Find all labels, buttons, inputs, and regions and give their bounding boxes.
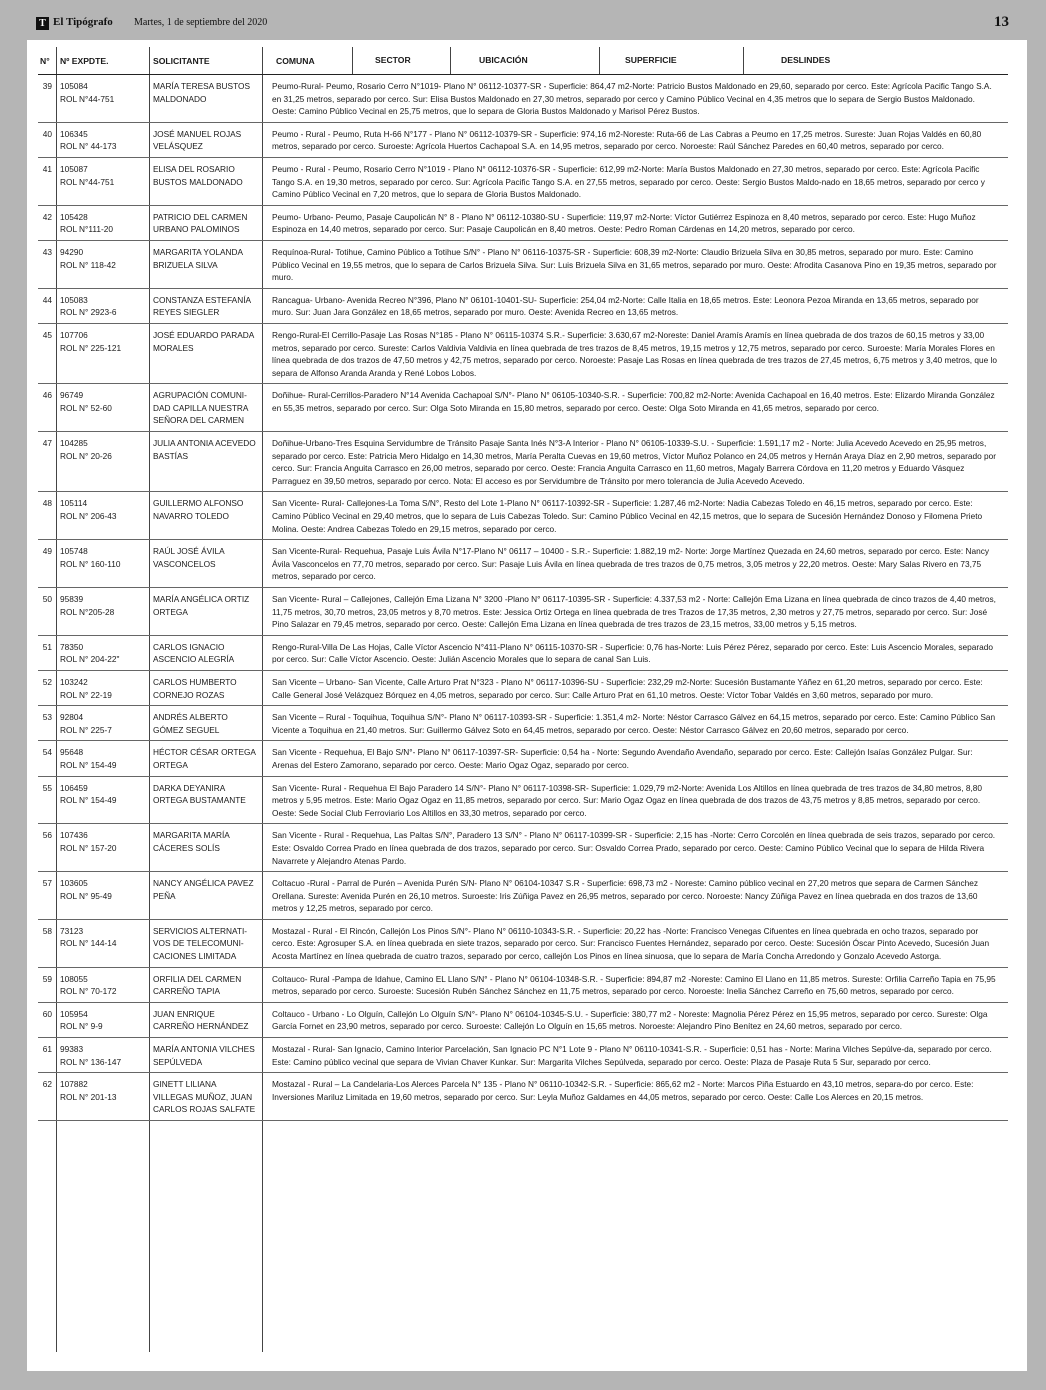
applicant-name: NANCY ANGÉLICA PAVEZ PEÑA xyxy=(149,872,262,920)
property-description: San Vicente - Requehua, El Bajo S/N°- Plano N° 06117-10397-SR- Superficie: 0,54 ha - Norte: Segundo Avendaño Avendaño, separado por cerco. Este: Callejón Isaías González Pulgar. Sur: Arenas del Estero Zamorano, separado por cerco. Oeste: Mario Ogaz Ogaz, separado por cerco. xyxy=(262,741,1008,776)
applicant-name: ORFILIA DEL CARMEN CARREÑO TAPIA xyxy=(149,967,262,1002)
row-number: 48 xyxy=(38,492,56,540)
table-row xyxy=(38,1038,1008,1073)
expediente-number: 99383 xyxy=(60,1044,84,1055)
expediente-cell xyxy=(56,741,149,776)
rol-number: ROL N° 144-14 xyxy=(60,938,117,949)
rol-number: ROL N° 118-42 xyxy=(60,259,116,270)
row-number: 45 xyxy=(38,323,56,383)
row-number: 39 xyxy=(38,75,56,123)
applicant-name: DARKA DEYANIRA ORTEGA BUSTAMANTE xyxy=(149,776,262,824)
rol-number: ROL N° 225-7 xyxy=(60,724,112,735)
table-frame xyxy=(38,47,1008,1352)
expediente-number: 95648 xyxy=(60,747,84,758)
expediente-cell xyxy=(56,492,149,540)
expediente-cell xyxy=(56,75,149,123)
property-description: Rengo-Rural-El Cerrillo-Pasaje Las Rosas N°185 - Plano N° 06115-10374 S.R.- Superficie: 3.630,67 m2-Noreste: Daniel Aramís Aramís en línea quebrada de dos trazos de 60,15 metros y 33,00 metros, separado por cerco. Sureste: Carlos Valdivia Valdivia en línea quebrada de tres trazos de 8,45 metros, 19,15 metros y 12,75 metros, separado por cerco. Suroeste: María Morales Flores en línea quebrada de dos trazos de 47,50 metros y 42,75 metros, separado por cerco. Noroeste: Pasaje Las Rosas en línea quebrada de tres trazos de 27,45 metros, 6,75 metros y 3,40 metros, que lo separa de Alfonso Aranda Aranda y René Lobos Lobos. xyxy=(262,323,1008,383)
applicant-name: PATRICIO DEL CARMEN URBANO PALOMINOS xyxy=(149,205,262,240)
header-solicitante: SOLICITANTE xyxy=(149,47,262,75)
rol-number: ROL N°44-751 xyxy=(60,93,115,104)
property-description: Mostazal - Rural - El Rincón, Callejón Los Pinos S/N°- Plano N° 06110-10343-S.R. - Superficie: 20,22 has -Norte: Francisco Venegas Cifuentes en línea quebrada en ocho trazos, separado por cerco. Este: Agrosuper S.A. en línea quebrada en siete trazos, separado por cerco. Sur: Francisco Fuentes Hernández, separado por cerco. Oeste: Sucesión Óscar Pinto Acevedo, Sucesión Juan Acosta Martínez en línea quebrada de cuatro trazos, separado por cerco, callejón Los Pinos en línea sinuosa, que lo separa de María Concha Arredondo y Gonzalo Acevedo Astorga. xyxy=(262,919,1008,967)
expediente-cell xyxy=(56,776,149,824)
expediente-number: 96749 xyxy=(60,390,84,401)
row-number: 61 xyxy=(38,1038,56,1073)
expediente-number: 108055 xyxy=(60,973,88,984)
rol-number: ROL N° 9-9 xyxy=(60,1021,103,1032)
row-number: 56 xyxy=(38,824,56,872)
table-row xyxy=(38,205,1008,240)
rol-number: ROL N° 2923-6 xyxy=(60,307,117,318)
expediente-number: 103605 xyxy=(60,878,88,889)
header-detail-group xyxy=(262,47,1008,75)
expediente-number: 107436 xyxy=(60,830,88,841)
header-superficie: SUPERFICIE xyxy=(599,47,743,74)
page-sheet xyxy=(27,40,1027,1371)
applicant-name: RAÚL JOSÉ ÁVILA VASCONCELOS xyxy=(149,540,262,588)
expediente-number: 105083 xyxy=(60,294,88,305)
property-description: Mostazal - Rural- San Ignacio, Camino Interior Parcelación, San Ignacio PC N°1 Lote 9 - Plano N° 06110-10341-S.R. - Superficie: 0,51 has - Norte: Marina Vilches Sepúlve-da, separado por cerco. Este: Camino público vecinal que separa de Vivian Chaver Kunkar. Sur: Margarita Vilches Sepúlveda, separado por cerco. Oeste: Plaza de Pasaje Ruta 5 Sur, separado por cerco. xyxy=(262,1038,1008,1073)
table-row xyxy=(38,872,1008,920)
row-number: 51 xyxy=(38,635,56,670)
applicant-name: ELISA DEL ROSARIO BUSTOS MALDONADO xyxy=(149,157,262,205)
expediente-cell xyxy=(56,122,149,157)
header-deslindes: DESLINDES xyxy=(743,47,830,74)
expediente-number: 107882 xyxy=(60,1079,88,1090)
table-row xyxy=(38,540,1008,588)
page-number: 13 xyxy=(994,14,1009,30)
property-description: Peumo-Rural- Peumo, Rosario Cerro N°1019- Plano N° 06112-10377-SR - Superficie: 864,47 m2-Norte: Patricio Bustos Maldonado en 29,60, separado por cerco. Este: Agrícola Pacific Tango S.A. en 31,25 metros, separado por cerco. Sur: Elisa Bustos Maldonado en 27,30 metros, separado por cerco y Camino Público Vecinal en 4,35 metros que lo separa de Sergio Bustos Maldonado. Oeste: Camino Público Vecinal en 25,75 metros, que lo separa de Gloria Bustos Maldonado y Marisol Pérez Bustos. xyxy=(262,75,1008,123)
expediente-cell xyxy=(56,1073,149,1121)
expediente-cell xyxy=(56,1038,149,1073)
row-number: 49 xyxy=(38,540,56,588)
issue-date: Martes, 1 de septiembre del 2020 xyxy=(134,17,268,28)
table-header-row xyxy=(38,47,1008,75)
applicant-name: CONSTANZA ESTEFANÍA REYES SIEGLER xyxy=(149,288,262,323)
expediente-cell xyxy=(56,157,149,205)
row-number: 59 xyxy=(38,967,56,1002)
table-row xyxy=(38,157,1008,205)
newspaper-name: El Tipógrafo xyxy=(53,16,113,28)
row-number: 54 xyxy=(38,741,56,776)
rol-number: ROL N°205-28 xyxy=(60,606,115,617)
header-sector: SECTOR xyxy=(352,47,450,74)
rol-number: ROL N° 157-20 xyxy=(60,842,117,853)
rol-number: ROL N° 44-173 xyxy=(60,141,117,152)
applicant-name: MARÍA TERESA BUSTOS MALDONADO xyxy=(149,75,262,123)
rol-number: ROL N° 154-49 xyxy=(60,759,117,770)
property-description: Requínoa-Rural- Totihue, Camino Público a Totihue S/N° - Plano N° 06116-10375-SR - Superficie: 608,39 m2-Norte: Claudio Brizuela Silva en 30,85 metros, separado por muro. Este: Camino Público Vecinal en 19,55 metros, que lo separa de Carlos Brizuela Silva. Sur: Luis Brizuela Silva en 31,65 metros, separado por muro. Oeste: Afrodita Casanova Pino en 19,35 metros, separado por muro. xyxy=(262,240,1008,288)
expediente-cell xyxy=(56,540,149,588)
rol-number: ROL N° 20-26 xyxy=(60,450,112,461)
expediente-number: 105084 xyxy=(60,81,88,91)
newspaper-logo-icon: T xyxy=(36,17,49,30)
expediente-cell xyxy=(56,635,149,670)
rol-number: ROL N° 225-121 xyxy=(60,342,122,353)
applicant-name: GINETT LILIANA VILLEGAS MUÑOZ, JUAN CARLOS ROJAS SALFATE xyxy=(149,1073,262,1121)
row-number: 58 xyxy=(38,919,56,967)
rol-number: ROL N° 154-49 xyxy=(60,795,117,806)
row-number: 44 xyxy=(38,288,56,323)
property-description: Doñihue- Rural-Cerrillos-Paradero N°14 Avenida Cachapoal S/N°- Plano N° 06105-10340-S.R. - Superficie: 700,82 m2-Norte: Avenida Cachapoal en 16,40 metros. Este: Elizardo Miranda González en 55,35 metros, separado por cerco. Sur: Olga Soto Miranda en 15,80 metros, separado por cerco. Oeste: Olga Soto Miranda en 41,65 metros, separado por cerco. xyxy=(262,384,1008,432)
property-description: San Vicente - Rural - Requehua, Las Paltas S/N°, Paradero 13 S/N° - Plano N° 06117-10399-SR - Superficie: 2,15 has -Norte: Cerro Corcolén en línea quebrada de seis trazos, separado por cerco. Este: Osvaldo Correa Prado en línea quebrada de dos trazos, separado por cerco. Sur: Osvaldo Correa Prado, separado por cerco. Oeste: Camino Público Vecinal que lo separa de Hilda Rivera Navarrete y Alejandro Atenas Pardo. xyxy=(262,824,1008,872)
table-row xyxy=(38,824,1008,872)
rol-number: ROL N° 204-22" xyxy=(60,654,120,665)
expediente-number: 104285 xyxy=(60,438,88,449)
property-description: San Vicente- Rural- Callejones-La Toma S/N°, Resto del Lote 1-Plano N° 06117-10392-SR - Superficie: 1.287,46 m2-Norte: Nadia Cabezas Toledo en 46,15 metros, separado por cerco. Este: Camino Público Vecinal en 29,40 metros, que lo separa de Luis Cabezas Toledo. Sur: Camino Público Vecinal en 42,15 metros, que lo separa de Sucesión Hernández Donoso y Filomena Prieto Molina. Oeste: Andrea Cabezas Toledo en 29,15 metros, separado por cerco. xyxy=(262,492,1008,540)
property-description: Coltacuo -Rural - Parral de Purén – Avenida Purén S/N- Plano N° 06104-10347 S.R - Superficie: 698,73 m2 - Noreste: Camino público vecinal en 27,20 metros que separa de Carmen Sánchez Orellana. Sureste: Avenida Purén en 26,10 metros. Suroeste: Iris Zúñiga Pavez en 26,95 metros, separado por cerco. Noroeste: Nancy Zúñiga Pavez en línea quebrada en dos trazos de 13,60 metros y 12,25 metros, separado por cerco. xyxy=(262,872,1008,920)
property-description: San Vicente- Rural – Callejones, Callejón Ema Lizana N° 3200 -Plano N° 06117-10395-SR - Superficie: 4.337,53 m2 - Norte: Callejón Ema Lizana en línea quebrada de cinco trazos de 4,40 metros, 11,75 metros, 30,70 metros, 23,05 metros y 8,70 metros. Este: Jessica Ortiz Ortega en línea quebrada de tres Trazos de 17,35 metros, 2,30 metros y 27,75 metros, separado por cerco. Sur: José Pino Salazar en 79,45 metros, separado por cerco. Oeste: Callejón Ema Lizana en línea quebrada de tres trazos de 23,15 metros, 33,00 metros y 5,15 metros. xyxy=(262,588,1008,636)
row-number: 52 xyxy=(38,670,56,705)
expediente-number: 106459 xyxy=(60,782,88,793)
applicant-name: JULIA ANTONIA ACEVEDO BASTÍAS xyxy=(149,432,262,492)
table-row xyxy=(38,240,1008,288)
expediente-cell xyxy=(56,670,149,705)
expediente-number: 105087 xyxy=(60,163,88,174)
row-number: 60 xyxy=(38,1002,56,1037)
header-ubicacion: UBICACIÓN xyxy=(450,47,599,74)
applicant-name: JOSÉ MANUEL ROJAS VELÁSQUEZ xyxy=(149,122,262,157)
applicant-name: MARÍA ANGÉLICA ORTIZ ORTEGA xyxy=(149,588,262,636)
expediente-number: 105114 xyxy=(60,498,88,509)
applicant-name: ANDRÉS ALBERTO GÓMEZ SEGUEL xyxy=(149,706,262,741)
property-description: Rengo-Rural-Villa De Las Hojas, Calle Víctor Ascencio N°411-Plano N° 06115-10370-SR - Superficie: 0,76 has-Norte: Luis Pérez Pérez, separado por cerco. Este: Luis Ascencio Morales, separado por cerco. Sur: Calle Víctor Ascencio. Oeste: Julián Ascencio Morales que lo separa de canal San Luis. xyxy=(262,635,1008,670)
expediente-number: 105428 xyxy=(60,211,88,222)
rol-number: ROL N° 95-49 xyxy=(60,890,112,901)
applicant-name: MARGARITA YOLANDA BRIZUELA SILVA xyxy=(149,240,262,288)
expediente-number: 94290 xyxy=(60,246,84,257)
row-number: 47 xyxy=(38,432,56,492)
header-num: N° xyxy=(38,47,56,75)
property-description: Mostazal - Rural – La Candelaria-Los Alerces Parcela N° 135 - Plano N° 06110-10342-S.R. - Superficie: 865,62 m2 - Norte: Marcos Piña Estuardo en 43,10 metros, separa-do por cerco. Este: Inversiones Mariluz Limitada en 19,60 metros, separado por cerco. Sur: Leyla Muñoz Galdames en 44,05 metros, separado por cerco. Oeste: Calle Los Alerces en 20,15 metros. xyxy=(262,1073,1008,1121)
expediente-number: 73123 xyxy=(60,925,84,936)
expediente-cell xyxy=(56,872,149,920)
rol-number: ROL N° 70-172 xyxy=(60,986,117,997)
rol-number: ROL N° 52-60 xyxy=(60,402,112,413)
applicant-name: SERVICIOS ALTERNATI-VOS DE TELECOMUNI-CACIONES LIMITADA xyxy=(149,919,262,967)
table-row xyxy=(38,919,1008,967)
rol-number: ROL N°111-20 xyxy=(60,224,113,235)
table-row xyxy=(38,122,1008,157)
expediente-cell xyxy=(56,824,149,872)
expediente-number: 107706 xyxy=(60,329,88,340)
property-description: Rancagua- Urbano- Avenida Recreo N°396, Plano N° 06101-10401-SU- Superficie: 254,04 m2-Norte: Calle Italia en 18,65 metros. Este: Leonora Pezoa Miranda en 13,65 metros, separado por muro. Sur: Juan Jara González en 18,65 metros, separado por muro. Oeste: Avenida Recreo en 13,65 metros. xyxy=(262,288,1008,323)
property-description: San Vicente – Rural - Toquihua, Toquihua S/N°- Plano N° 06117-10393-SR - Superficie: 1.351,4 m2- Norte: Néstor Carrasco Gálvez en 64,15 metros, separado por cerco. Este: Camino Público San Vicente a Toquihua en 21,40 metros. Sur: Guillermo Gálvez Soto en 64,45 metros, separado por cerco. Oeste: Néstor Carrasco Gálvez en 20,60 metros, separado por cerco. xyxy=(262,706,1008,741)
rol-number: ROL N° 136-147 xyxy=(60,1056,122,1067)
table-body xyxy=(38,75,1008,1121)
expediente-cell xyxy=(56,967,149,1002)
expediente-cell xyxy=(56,588,149,636)
applicant-name: JUAN ENRIQUE CARREÑO HERNÁNDEZ xyxy=(149,1002,262,1037)
expediente-cell xyxy=(56,384,149,432)
row-number: 55 xyxy=(38,776,56,824)
table-row xyxy=(38,967,1008,1002)
row-number: 42 xyxy=(38,205,56,240)
table-row xyxy=(38,323,1008,383)
rol-number: ROL N°44-751 xyxy=(60,176,115,187)
masthead xyxy=(0,0,1046,38)
rol-number: ROL N° 22-19 xyxy=(60,689,112,700)
table-row xyxy=(38,588,1008,636)
applicant-name: GUILLERMO ALFONSO NAVARRO TOLEDO xyxy=(149,492,262,540)
rol-number: ROL N° 206-43 xyxy=(60,511,117,522)
expediente-cell xyxy=(56,706,149,741)
expediente-number: 105954 xyxy=(60,1008,88,1019)
applicant-name: MARÍA ANTONIA VILCHES SEPÚLVEDA xyxy=(149,1038,262,1073)
row-number: 41 xyxy=(38,157,56,205)
expediente-cell xyxy=(56,288,149,323)
row-number: 40 xyxy=(38,122,56,157)
table-row xyxy=(38,776,1008,824)
row-number: 43 xyxy=(38,240,56,288)
property-description: San Vicente-Rural- Requehua, Pasaje Luis Ávila N°17-Plano N° 06117 – 10400 - S.R.- Superficie: 1.882,19 m2- Norte: Jorge Martínez Quezada en 24,60 metros, separado por cerco. Este: Nancy Ávila Vasconcelos en 77,70 metros, separado por cerco. Sur: Pasaje Luis Ávila en línea quebrada de tres trazos de 0,75 metros, 3,05 metros y 22,20 metros. Oeste: Mary Salas Rivero en 73,75 metros, separado por cerco. xyxy=(262,540,1008,588)
row-number: 62 xyxy=(38,1073,56,1121)
expediente-number: 92804 xyxy=(60,712,84,723)
table-row xyxy=(38,1073,1008,1121)
property-description: Peumo - Rural - Peumo, Ruta H-66 N°177 - Plano N° 06112-10379-SR - Superficie: 974,16 m2-Noreste: Ruta-66 de Las Cabras a Peumo en 17,25 metros. Sureste: Juan Rojas Valdés en 60,80 metros, separado por cerco. Suroeste: Agrícola Huertos Cachapoal S.A. en 14,95 metros, separado por cerco. Noroeste: Raúl Sánchez Paredes en 60,40 metros, separado por cerco. xyxy=(262,122,1008,157)
table-row xyxy=(38,432,1008,492)
property-description: Peumo - Rural - Peumo, Rosario Cerro N°1019 - Plano N° 06112-10376-SR - Superficie: 612,99 m2-Norte: María Bustos Maldonado en 27,30 metros, separado por cerco. Este: Agrícola Pacific Tango S.A. en 19,30 metros, separado por cerco. Sur: Agrícola Pacific Tango S.A. en 27,55 metros, separado por cerco. Oeste: Sergio Bustos Maldo-nado en 18,65 metros, separado por cerco y Camino Público Vecinal en 7,20 metros, que lo separa de Gloria Bustos Maldonado. xyxy=(262,157,1008,205)
table-row xyxy=(38,75,1008,123)
table-row xyxy=(38,1002,1008,1037)
applicant-name: MARGARITA MARÍA CÁCERES SOLÍS xyxy=(149,824,262,872)
table-row xyxy=(38,706,1008,741)
property-description: Peumo- Urbano- Peumo, Pasaje Caupolicán N° 8 - Plano N° 06112-10380-SU - Superficie: 119,97 m2-Norte: Víctor Gutiérrez Espinoza en 8,40 metros, separado por cerco. Este: Hugo Muñoz Espinoza en 14,40 metros, separado por cerco. Sur: Pasaje Caupolicán en 8,40 metros. Oeste: Pedro Roman Cárdenas en 14,20 metros, separado por cerco. xyxy=(262,205,1008,240)
expediente-cell xyxy=(56,240,149,288)
expediente-number: 103242 xyxy=(60,676,88,687)
applicant-name: CARLOS IGNACIO ASCENCIO ALEGRÍA xyxy=(149,635,262,670)
expediente-cell xyxy=(56,205,149,240)
table-row xyxy=(38,670,1008,705)
property-description: Coltauco - Urbano - Lo Olguín, Callejón Lo Olguín S/N°- Plano N° 06104-10345-S.U. - Superficie: 380,77 m2 - Noreste: Magnolia Pérez Pérez en 15,95 metros, separado por cerco. Sureste: Olga García Fornet en 23,90 metros, separado por cerco. Suroeste: Callejón Lo Olguín en 15,65 metros. Noroeste: Alejandro Pino Benítez en 24,60 metros, separado por cerco. xyxy=(262,1002,1008,1037)
property-description: Coltauco- Rural -Pampa de Idahue, Camino EL Llano S/N° - Plano N° 06104-10348-S.R. - Superficie: 894,87 m2 -Noreste: Camino El Llano en 11,85 metros. Sureste: Orfilia Carreño Tapia en 75,95 metros, separado por cerco. Suroeste: Sucesión Rubén Sánchez Sánchez en 11,75 metros, separado por cerco. Noroeste: Inelia Sánchez Carreño en 75,60 metros, separado por cerco. xyxy=(262,967,1008,1002)
expediente-number: 105748 xyxy=(60,546,88,557)
row-number: 46 xyxy=(38,384,56,432)
expediente-cell xyxy=(56,919,149,967)
expediente-cell xyxy=(56,323,149,383)
table-row xyxy=(38,635,1008,670)
applicant-name: JOSÉ EDUARDO PARADA MORALES xyxy=(149,323,262,383)
expediente-cell xyxy=(56,432,149,492)
table-row xyxy=(38,492,1008,540)
table-row xyxy=(38,288,1008,323)
applicant-name: AGRUPACIÓN COMUNI-DAD CAPILLA NUESTRA SEÑORA DEL CARMEN xyxy=(149,384,262,432)
applicant-name: CARLOS HUMBERTO CORNEJO ROZAS xyxy=(149,670,262,705)
table-row xyxy=(38,384,1008,432)
expediente-number: 95839 xyxy=(60,594,84,604)
expediente-number: 78350 xyxy=(60,641,84,652)
row-number: 53 xyxy=(38,706,56,741)
header-comuna: COMUNA xyxy=(276,55,315,66)
expediente-number: 106345 xyxy=(60,128,88,139)
expediente-cell xyxy=(56,1002,149,1037)
property-description: Doñihue-Urbano-Tres Esquina Servidumbre de Tránsito Pasaje Santa Inés N°3-A Interior - Plano N° 06105-10339-S.U. - Superficie: 1.591,17 m2 - Norte: Julia Acevedo Acevedo en 25,95 metros, separado por cerco. Este: Patricia Mero Hidalgo en 14,30 metros, María Peralta Cuevas en 19,60 metros, Víctor Muñoz Polanco en 24,05 metros y Hernán Araya Díaz en 2,90 metros, separado por cerco. Sur: Francia Anguita Carrasco en 26,00 metros, separado por cerco. Oeste: Francia Anguita Carrasco en 11,60 metros, Magaly Barrera Córdova en 11,20 metros y Eduardo Vásquez Parraguez en 39,50 metros, separado por cerco. Nota: El acceso es por Servidumbre de Tránsito por mero tolerancia de Julia Acevedo Acevedo. xyxy=(262,432,1008,492)
row-number: 57 xyxy=(38,872,56,920)
row-number: 50 xyxy=(38,588,56,636)
land-registry-table xyxy=(38,47,1008,1121)
table-row xyxy=(38,741,1008,776)
property-description: San Vicente- Rural - Requehua El Bajo Paradero 14 S/N°- Plano N° 06117-10398-SR- Superficie: 1.029,79 m2-Norte: Avenida Los Altillos en línea quebrada de tres trazos de 34,80 metros, 8,80 metros y 5,95 metros. Este: Mario Ogaz Ogaz en 11,85 metros, separado por cerco. Sur: Mario Ogaz Ogaz en línea quebrada de dos trazos de 43,75 metros y 8,85 metros, separado por cerco. Oeste: Sede Social Club Ferroviario Los Altillos en 33,30 metros, separado por cerco. xyxy=(262,776,1008,824)
rol-number: ROL N° 160-110 xyxy=(60,558,121,569)
rol-number: ROL N° 201-13 xyxy=(60,1091,117,1102)
applicant-name: HÉCTOR CÉSAR ORTEGA ORTEGA xyxy=(149,741,262,776)
header-expdte: Nº EXPDTE. xyxy=(56,47,149,75)
property-description: San Vicente – Urbano- San Vicente, Calle Arturo Prat N°323 - Plano N° 06117-10396-SU - Superficie: 232,29 m2-Norte: Sucesión Bustamante Yáñez en 61,20 metros, separado por cerco. Este: Calle General José Velázquez Bórquez en 4,05 metros, separado por cerco. Sur: Calle Arturo Prat en 61,10 metros. Oeste: Víctor Tobar Valdés en 3,60 metros, separado por muro. xyxy=(262,670,1008,705)
